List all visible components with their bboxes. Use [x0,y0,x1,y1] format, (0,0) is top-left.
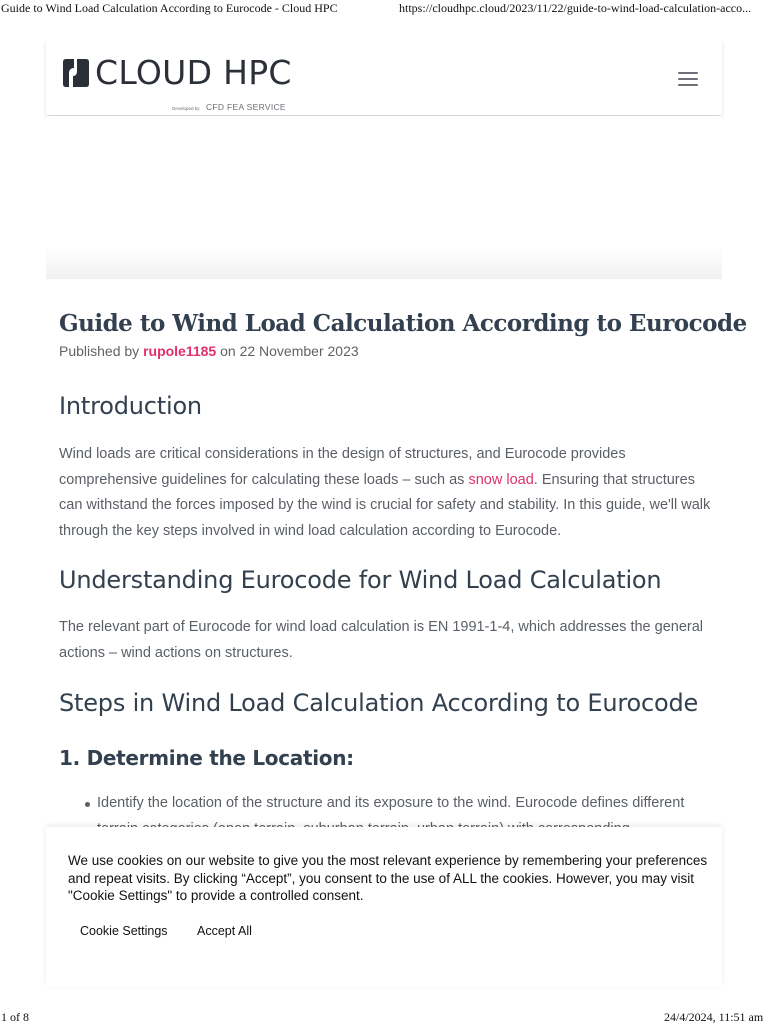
site-header [46,38,722,115]
post-meta [59,343,359,359]
intro-text-2: . Ensuring that structures can withstand the forces imposed by the wind is crucial for safety and stability. In this guide, we'll walk through the key steps involved in wind load calculation according to Eurocode. [59,471,711,539]
heading-understanding: Understanding Eurocode for Wind Load Calculation [59,566,662,594]
accept-all-button[interactable]: Accept All [197,924,252,938]
heading-steps: Steps in Wind Load Calculation According to Eurocode [59,689,699,717]
logo-sub-small: Developed by [172,106,200,111]
logo-sub-large: CFD FEA SERVICE [205,102,286,112]
print-page-number: 1 of 8 [1,1010,29,1024]
understanding-paragraph: The relevant part of Eurocode for wind load calculation is EN 1991-1-4, which addresses the general actions – wind actions on structures. [59,619,704,661]
list-item: Identify the location of the structure and its exposure to the wind. Eurocode defines different [59,791,719,842]
cookie-message: We use cookies on our website to give you the most relevant experience by remembering your preferences and repeat visits. By clicking “Accept”, you consent to the use of ALL the cookies. However, you may visit "Cookie Settings" to provide a controlled consent. [68,853,708,903]
heading-step-1: 1. Determine the Location: [59,746,354,770]
date-prefix: on [220,343,236,359]
cookie-settings-button[interactable]: Cookie Settings [80,924,168,938]
post-date: 22 November 2023 [239,343,359,359]
page-title: Guide to Wind Load Calculation According to Eurocode [59,310,747,337]
cloud-hpc-logo-icon [62,58,90,88]
snow-load-link[interactable]: snow load [468,471,534,488]
logo-text: CLOUD HPC [95,53,292,92]
intro-text-1: Wind loads are critical considerations in the design of structures, and Eurocode provides comprehensive guidelines for calculating these loads – such as [59,446,626,488]
intro-paragraph [59,442,719,544]
print-header [0,0,768,18]
banner-area [46,116,722,279]
logo-subtitle [172,97,286,115]
site-logo[interactable] [62,53,292,112]
print-url: https://cloudhpc.cloud/2023/11/22/guide-to-wind-load-calculation-acco... [399,1,752,15]
print-page-title: Guide to Wind Load Calculation According to Eurocode - Cloud HPC [1,1,338,15]
heading-introduction: Introduction [59,392,202,420]
hamburger-menu-icon[interactable] [678,72,698,88]
print-footer [0,1009,768,1024]
published-by-label: Published by [59,343,140,359]
print-datetime: 24/4/2024, 11:51 am [664,1010,764,1024]
author-link[interactable]: rupole1185 [143,343,217,359]
cookie-banner [46,827,722,987]
